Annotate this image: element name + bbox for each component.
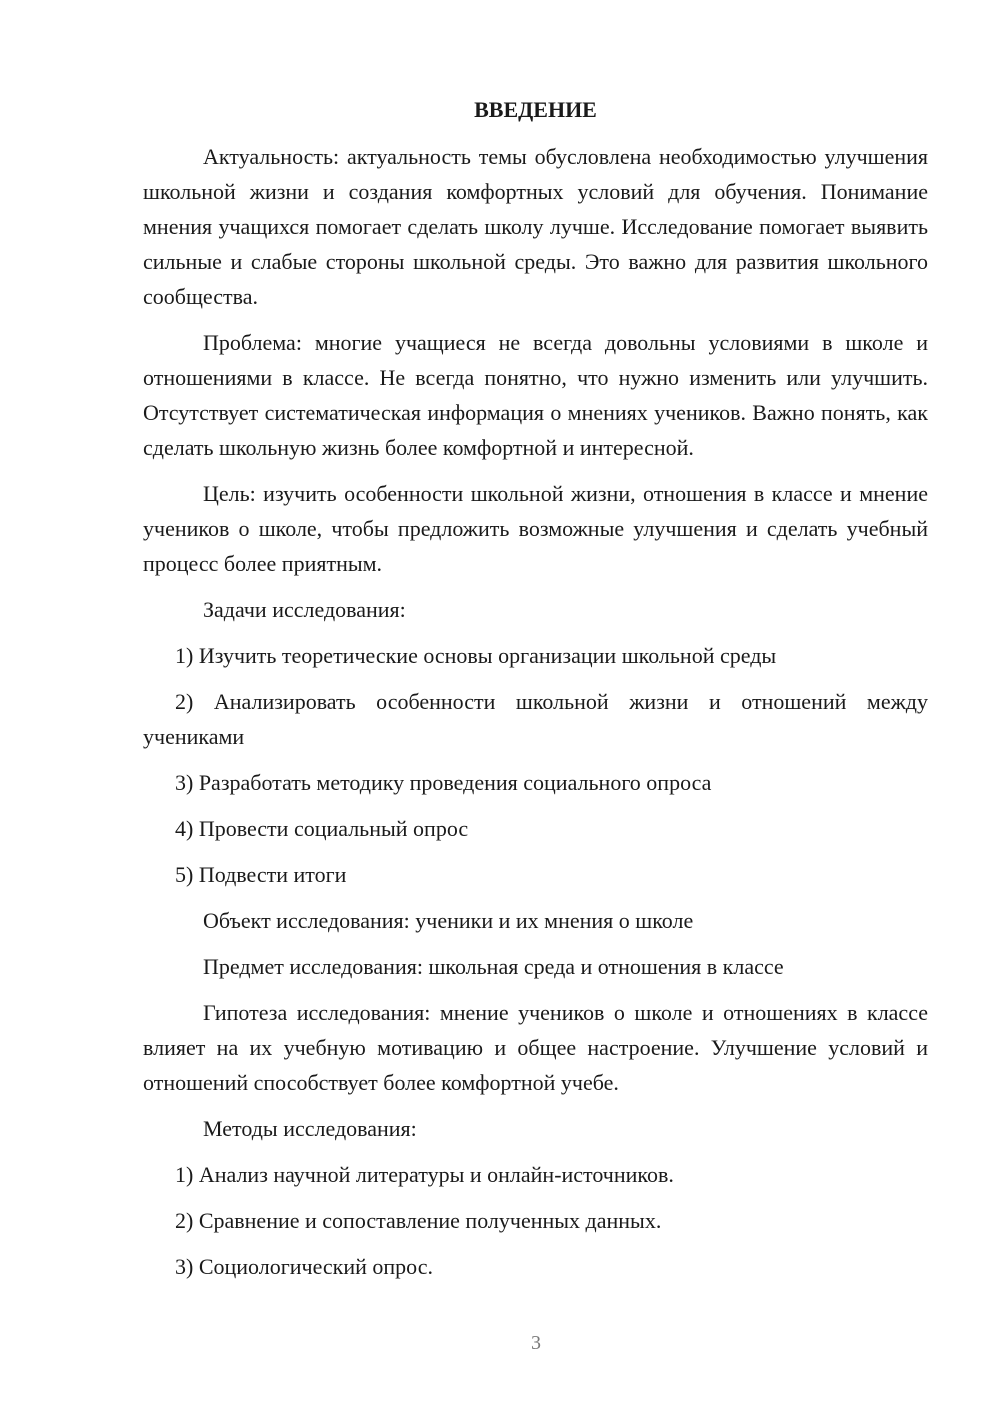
task-item: 1) Изучить теоретические основы организации школьной среды xyxy=(175,643,777,668)
page-title: ВВЕДЕНИЕ xyxy=(474,97,597,122)
task-item: 5) Подвести итоги xyxy=(175,862,347,887)
problem-paragraph: Проблема: многие учащиеся не всегда довольны условиями в школе и отношениями в классе. Не всегда понятно, что нужно изменить или улучшить. Отсутствует систематическая информация о мнениях учеников. Важно понять, как сделать школьную жизнь более комфортной и интересной. xyxy=(143,330,928,460)
method-item: 3) Социологический опрос. xyxy=(175,1254,433,1279)
goal-paragraph: Цель: изучить особенности школьной жизни, отношения в классе и мнение учеников о школе, чтобы предложить возможные улучшения и сделать учебный процесс более приятным. xyxy=(143,481,928,576)
research-subject: Предмет исследования: школьная среда и отношения в классе xyxy=(203,954,784,979)
task-item: 4) Провести социальный опрос xyxy=(175,816,469,841)
page-number: 3 xyxy=(531,1332,541,1354)
relevance-paragraph: Актуальность: актуальность темы обусловлена необходимостью улучшения школьной жизни и создания комфортных условий для обучения. Понимание мнения учащихся помогает сделать школу лучше. Исследование помогает выявить сильные и слабые стороны школьной среды. Это важно для развития школьного сообщества. xyxy=(143,144,928,309)
methods-heading: Методы исследования: xyxy=(203,1116,417,1141)
hypothesis-paragraph: Гипотеза исследования: мнение учеников о школе и отношениях в классе влияет на их учебную мотивацию и общее настроение. Улучшение условий и отношений способствует более комфортной учебе. xyxy=(143,1000,928,1095)
document-page xyxy=(143,92,928,1284)
task-item: 3) Разработать методику проведения социального опроса xyxy=(175,770,712,795)
tasks-heading: Задачи исследования: xyxy=(203,597,406,622)
method-item: 1) Анализ научной литературы и онлайн-источников. xyxy=(175,1162,674,1187)
task-item: 2) Анализировать особенности школьной жизни и отношений между учениками xyxy=(143,689,928,749)
method-item: 2) Сравнение и сопоставление полученных данных. xyxy=(175,1208,662,1233)
research-object: Объект исследования: ученики и их мнения о школе xyxy=(203,908,694,933)
